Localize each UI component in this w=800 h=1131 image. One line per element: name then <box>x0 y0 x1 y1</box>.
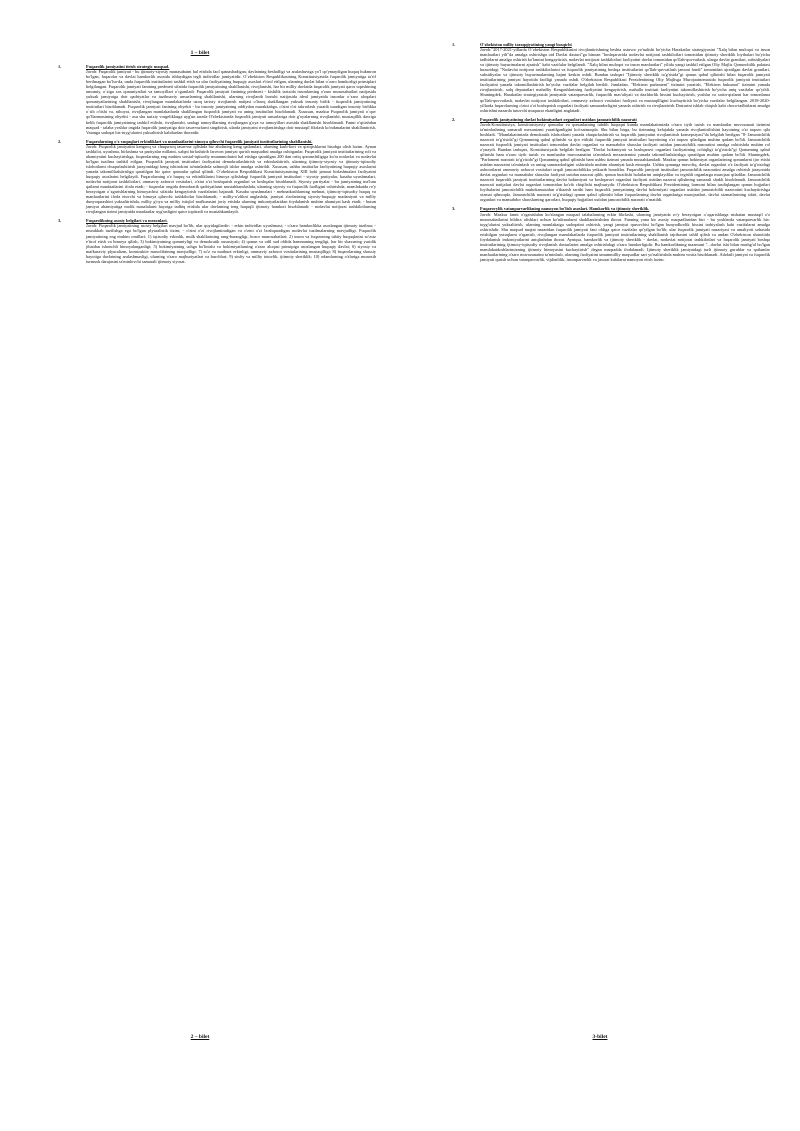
question-item <box>58 139 376 215</box>
question-number: 2. <box>452 116 456 122</box>
question-title: Fuqarovylik vatanparvarlikning namoyon bo'lish asoslari. Hamkorlik va ijtimoiy sheriklik. <box>480 206 650 212</box>
question-item <box>58 218 376 263</box>
left-question-list <box>58 64 376 268</box>
ticket-title: 1 – bilet <box>190 50 210 56</box>
next-ticket-title-right: 3-bilet <box>592 1034 608 1040</box>
answer-text: Javob: Fuqarolik jamiyati - bu ijtimoiy-siyosiy munasabatni hal etishda faol qatnashadigan, davlatning beshafligi va aralashuviga yo'l qo'ymaydigan huquq hukmron bo'lgan, fuqarolar va davlat hamkorlik asosida ishlaydigan tegli individlar jamiyatidir. O`zbekiston Respublikasining Konstitutsiyasida fuqarolik jamiyatiga ta'rif berilmagan bo'lsa-da, unda fuqarolik institutlarini tashkil etish va ular faoliyatining huquqiy asoslari e'tirof etilgan, ularning davlat bilan o`zaro hamkorligi prinsiplari belgilangan. Fuqarolik jamiyati fanining predmeti sifatida fuqarolik jamiyatining shakllanishi, rivojlanishi, har bir milliy davlatda fuqarolik jamiyati qaror topishining umumiy, o`ziga xos qonuniyatlari va tamoyillari o`rganiladi. Fuqarolik jamiyati fanining predmeti - kishilik tarixida insonlarning o'zaro munosabatlari natijasida yuksak jamiyatga doir qadriyatlar va tuzilmaviy unsurlarning shakllanishi, ularning rivojlanib borishi natijasida ideal jamiyatda insonlar o`zaro aloqalari qonuniyatlarining shakllanishi, rivojlangan mamlakatlarda uzoq tarixiy rivojlanish natijasi o'laroq shakllangan yuksak insoniy birlik - fuqarolik jamiyatining institutlari hisoblanadi. Fuqarolik jamiyati fanining obyekti - bu insoniy jamiyatning oddiydan murakkabga, o'zini o'zi takrorlash yaratib turadigan insoniy birlikka o`sib o'tishi va, nihoyat, rivojlangan mamlakatlarda shakllangan fuqarolik jamiyati va uning institutlari hisoblanadi. Xususan, mazkur Fuqarolik jamiyati o`quv qo'llanmasining obyekti - asu shu tarixiy vorgeliklarga uyg'un tarzda O'zbekistonda fuqarolik jamiyati unsurlariga doir g'oyalarning rivojlanishi, mustaqillik davriga kelib fuqarolik jamiyatining tashkil etilishi, rivojlanishi, undagi tamoyillarning rivojlangan g'oya va tamoyillari asosida shakllanishi hisoblanadi. Fanni o'qitishdan maqsad - talaba yoshlar ongida fuqarolik jamiyatiga doir tasavvurlarni singdirish, ularda jamiyatni rivojlantirishga doir mustaqil fikrlash ko'nikmalarini shakllantirish, Vatanga sadoqat his-tuyg'ularini yuksaltirish kabilardan iboratdir. <box>86 69 376 135</box>
question-number: 2. <box>58 138 62 144</box>
next-ticket-title-left: 2 – bilet <box>190 1034 210 1040</box>
answer-text: Javob: Mazkur fanni o'rganishdan ko'zlangan maqsad talabalarning erkin fikrlashi, ularning jamiyatda ro'y berayotgan o`zgarishlarga nisbatan mustaqil o'z munosabatlarini bildira olishlari uchun ko'nikmalarni shakllantirishdan iborat. Fanning yana bir asosiy maqsadlaridan biri - bu yoshlarda vatanparvarlik his-tuyg'ularini yuksaltirish, ularning mamlakatga sadoqatini oshirish, yangi jamiyat quruvchisi bo'lgan bunyodkorlik hissini tarbiyalash kabi vazifalarni amalga oshirishdir. Shu maqsad nuqtai nazaridan fuqarolik jamiyati fani oldiga qator vazifalar qo'yilgan bo'lib, ular fuqarolik jamiyati nazariyasi va amaliyoti sohasida erishilgan yutuqlarni o'rganish, rivojlangan mamlakatlarda fuqarolik jamiyati institutlarining shakllanish tajribasini tahlil qilish va undan O'zbekiston sharoitida foydalanish imkoniyatlarini aniqlashdan iborat. Ayniqsa, hamkorlik va ijtimoiy sheriklik - davlat, nodavlat notijorat tashkilotlari va fuqarolik jamiyati boshqa institutlarining ijtimoiy-iqtisodiy rivojlanish dasturlarini amalga oshirishdagi o'zaro hamkorligidir. Bu hamkorlikning mazmuni "...davlat ishi bilan mashg'ul bo'lgan mamlakatdoshlarimizning ijtimoiy himoyasini kuchaytirish" degan maqsadda ifodalanadi. Ijtimoiy sheriklik jamiyatdagi turli ijtimoiy guruhlar va qatlamlar manfaatlarining o'zaro muvozanatini ta'minlash, ularning faoliyatini umummilliy maqsadlar sari yo'naltirishda muhim vosita hisoblanadi. Adolatli jamiyat va fuqarolik jamiyati qurish uchun vatanparvarlik, vijdonlilik, insonparvarlik va jasorat kabilarni namoyon etish lozim. <box>480 211 770 262</box>
question-item <box>452 42 770 113</box>
question-item <box>452 117 770 203</box>
question-number: 1. <box>452 42 456 47</box>
question-number: 3. <box>58 218 62 224</box>
answer-text: Javob: Fuqarolik jamiyatini kengroq va chuqurroq tasavvur qilishda biz aholining keng qatlamlari, ularning kasb-kori va qiziqishlarini hisobga olish lozim. Aynan tashkilot, uyushma, birlashma va partiyalar millatni, xalqni birlashtirib farovon jamiyat qurish maqsadini amalga oshirganlar. Fuqarolik jamiyati institutlarining roli va ahamiyatini kuchaytirishga, fuqarolarning eng muhim sotsial-iqtisodiy muammolarini hal etishga qaratilgan 200 dan ortiq qonunchiligiga ko'ra nodavlat va nodavlat bo'lgan tuzilma tashkil etilgan. Fuqarolik jamiyati institutlari faoliyatini demokratlashtirish va erkinlashtirish, ularning ijtimoiy-siyosiy va ijtimoiy-iqtisodiy islohotlarni chuqurlashtirish jarayonidagi keng ishtirokini ta'minlashda salmoqli ishlar amalga oshirildi. Xususan, ushbu institutlar faoliyatining huquqiy asoslarini yanada takomillashtirishga qaratilgan bir qator qonunlar qabul qilindi. O`zbekiston Respublikasi Konstitutsiyasining XIII bobi jamoat birlashmalari faoliyatini huquqiy asoslarini belgilaydi. Fuqarolarning o'z huquq va erkinliklarini himoya qilishdagi fuqarolik jamiyati institutlari - siyosiy partiyalar, kasaba uyushmalari, nodavlat notijorat tashkilotlari, ommaviy axborot vositalari, o'zini o'zi boshqarish organlari va boshqalar hisoblanadi. Siyosiy partiyalar - bu jamiyatning ma'lum qatlami manfaatlarini ifoda etadi; - fuqarolar ongida demokratik qadriyatlarni mustahkamlashda, ularning siyosiy va fuqarolik faolligini oshirishda, mamlakatda ro'y berayotgan o`zgarishlarning himoyachisi sifatida kengaytirish vazifalarini bajaradi. Kasaba uyushmalari - mehnatkashlarning mehnat, ijtimoiy-iqtisodiy huquq va manfaatlarini ifoda etuvchi va himoya qiluvchi tashkilotlar hisoblanadi; - milliy-o'zlikni anglashda, jamiyat a'zolarining siyosiy-huquqiy madaniyati va milliy dunyoqarashini yuksaltirishda, milliy g'oya va milliy istiqlol mafkurasini joriy etishda ularning imkoniyatlaridan foydalanish muhim ahamiyat kasb etadi; - butun jamiyat ahamiyatiga molik masalalarni hayotga tadbiq etishda ular davlatning teng huquqli ijtimoiy hamkori hisoblanadi; - nodavlat notijorat tashkilotlarning rivojlangan tizimi jamiyatda manfaatlar uyg'unligini qaror topitradi va mustahkamlaydi. <box>86 143 376 215</box>
question-title: Fuqarolarning o'z xuquqlari erkinliklari va manfaatlarini ximoya qiluvchi fuqarolik jamiyati institutlarining shakllanishi. <box>86 138 313 144</box>
question-title: O'zbekiston milliy taraqqiyotining yangi bosqichi <box>480 42 572 47</box>
question-number: 1. <box>58 64 62 69</box>
question-item <box>58 64 376 135</box>
answer-text: Javob:"2017-2021-yillarda O`zbekiston Respublikasini rivojlantirishning beshta ustuvor yo'nalishi bo'yicha Harakatlar strategiyasini "Xalq bilan muloqot va inson manfaatlari yili"da amalga oshirishga oid Davlat dasturi"ga binoan "boshqaruvida nodavlat notijorat tashkilotlari tomonidan ijtimoiy sheriklik loyihalari bo'yicha tadbirlarni amalga oshirish ko'lamini kengaytirish, nodavlat notijorat tashkilotlari faoliyatini davlat tomonidan qo'llab-quvvatlash, ularga davlat grantlari, subsidiyalari va ijtimoiy buyurtmalarni ajratish" kabi vazifalar belgilandi. "Xalq bilan muloqot va inson manfaatlari" yilida yangi tashkil etilgan Oliy Majlis Qonunchilik palatasi huzuridagi "Nodavlat notijorat tashkilotlarini va fuqarolik jamiyatining boshqa institutlarini qo'llab-quvvatlash jamoat fondi" tomonidan ajratilgan davlat grantlari, subsidiyalar va ijtimoiy buyurtmalarning hajmi keskin oshdi. Bundan tashqari "Ijtimoiy sheriklik to'g'risida"gi qonun qabul qilinishi bilan fuqarolik jamiyati institutlarining jamiyat hayotida faolligi yanada oshdi. O'zbekiston Respublikasi Prezidentining Oliy Majlisga Murojaatnomasida fuqarolik jamiyati institutlari faoliyatini yanada takomillashtirish bo'yicha vazifalar belgilab berildi. Jumladan, "Elektron parlament" tizimini yaratish, "Elektron hukumat" tizimini yanada rivojlantirish, xalq deputatlari mahalliy Kengashlarining faoliyatini kengaytirish, mahalla instituti faoliyatini takomillashtirish bo'yicha aniq vazifalar qo'yildi. Shuningdek, Harakatlar strategiyasida jamiyatda vatanparvarlik, fuqarolik mas'uliyati va daxldorlik hissini kuchaytirish, yoshlar va xotin-qizlarni har tomonlama qo'llab-quvvatlash, nodavlat notijorat tashkilotlari, ommaviy axborot vositalari faoliyati va mustaqilligini kuchaytirish bo'yicha vazifalar belgilangan. 2018-2020-yillarda fuqarolarning o'zini o'zi boshqarish organlari faoliyati samaradorligini yanada oshirish va rivojlantirish Dasturini ishlab chiqish kabi chora-tadbirlarni amalga oshirishni nazarda tutuvchi muqarrar ekanligini anglatadi. <box>480 47 770 113</box>
answer-text: Javob: Fuqarolik jamiyatining asosiy belgilari mavjud bo'lib, ular quyidagilardir: - erkin individlar uyushmasi; - o'zaro hamkorlikka asoslangan ijtimoiy tuzilma; - murakkab tuzilishga ega bo'lgan plyuralistik tizim; - o'zini o'zi rivojlantiradigan va o'zini o'zi boshqaradigan nodavlat tuzilmalarning mavjudligi. Fuqarolik jamiyatining eng muhim omillari: 1) iqtisodiy erkinlik, mulk shakllarining rang-barangligi, bozor munosabatlari; 2) inson va fuqaroning tabiiy huquqlarini so'zsiz e'tirof etish va himoya qilish; 3) hokimiyatning qonuniyligi va demokratik xususiyati; 4) qonun va odil sud oldida hammaning tengligi, har bir shaxsning yuridik jihatdan ishonchli himoyalanganligi; 5) hokimiyatning uchga bo'linishi va hokimiyatlarning o'zaro aloqasi prinsipiga asoslangan huquqiy davlat; 6) siyosiy va mafkuraviy plyuralizm, konstruktiv muxolifatning mavjudligi; 7) so'z va matbuot erkinligi, ommaviy axborot vositalarining mustaqilligi; 8) fuqarolarning shaxsiy hayotiga davlatning aralashmasligi, ularning o'zaro majburiyatlari va burchlari; 9) sinfiy va milliy totuvlik, ijtimoiy sheriklik; 10) odamlarning o'zlariga munosib turmush darajasini ta'minlovchi samarali ijtimoiy siyosat. <box>86 223 376 264</box>
question-title: Fuqarolikning asosiy belgilari va mezonlari. <box>86 218 168 224</box>
question-title: Fuqarolik jamiyatini tirish strategic maqsad. <box>86 64 170 69</box>
question-title: Fuqarolik jamiyatining davlat hokimiyatlari organlari ustidan jamoatchilik nazorati <box>480 116 637 122</box>
answer-text: Javob:Konstitutsiya, konstitutsiyaviy qonunlar va qonunlarning tubdih huquqni kunda mamlakatimizda o'zaro tiyib turish va manfaatlar muvozanati tizimini ta'minlashning samarali mexanizmi yaratilganligini ko'rsatmoqda. Shu bilan birga, bu tizimning kelajakda yanada rivojlantirilishini hayotning o'zi taqozo qila boshladi. "Mamlakatimizda demokratik islohotlarni yanada chuqurlashtirish va fuqarolik jamiyatini rivojlantirish konsepsiyasi"da belgilab berilgan "8- Jamoatchilik nazorati to'g'risida"gi Qonunning qabul qilinishi va ijro etilishi fuqarolik jamiyati institutlari hayotining o'zi taqozo qiladigan muhim qadam bo'ldi. Jamoatchilik nazorati fuqarolik jamiyati institutlari tomonidan davlat organlari va mansabdor shaxslar faoliyati ustidan jamoatchilik nazoratini amalga oshirishda muhim rol o'ynaydi. Bundan tashqari, Konstitutsiyada belgilab berilgan "Davlat hokimiyati va boshqaruvi organlari faoliyatining ochiqligi to'g'risida"gi Qonunning qabul qilinishi ham o'zaro tiyib turish va manfaatlar muvozanatini ta'minlash mexanizmini yanada takomillashtirishga qaratilgan muhim qadam bo'ldi. Shuningdek, "Parlament nazorati to'g'risida"gi Qonunning qabul qilinishi ham ushbu tizimni yanada mustahkamladi. Mazkur qonun hokimiyat organlarining qonunlarni ijro etishi ustidan nazoratni ta'minlash va uning samaradorligini oshirishda muhim ahamiyat kasb etmoqda. Ushbu qonunga muvofiq, davlat organlari o'z faoliyati to'g'risidagi axborotlarni ommaviy axborot vositalari orqali jamoatchilikka yetkazib boradilar. Fuqarolik jamiyati institutlari jamoatchilik nazoratini amalga oshirish jarayonida davlat organlari va mansabdor shaxslar faoliyati ustidan nazorat qilib, qonun buzilishi holatlarini aniqlaydilar va tegishli organlarga murojaat qiladilar. Jamoatchilik nazorati fuqarolik jamiyati institutlarining davlat hokimiyati va boshqaruvi organlari faoliyati ustidan nazorat qilishning samarali shakli hisoblanadi. Jamoatchilik nazorati natijalari davlat organlari tomonidan ko'rib chiqilishi majburiydir. O'zbekiston Respublikasi Prezidentining farmoni bilan tasdiqlangan qonun hujjatlari loyihalarini jamoatchilik muhokamasidan o'tkazish tartibi ham fuqarolik jamiyatining davlat hokimiyati organlari ustidan jamoatchilik nazoratini kuchaytirishga xizmat qilmoqda. Jamoatchilik nazorati to'g'risidagi qonun qabul qilinishi bilan fuqarolarning davlat organlariga murojaatlari, davlat xizmatlarining sifati, davlat organlari va mansabdor shaxslarning qarorlari, huquqiy hujjatlari ustidan jamoatchilik nazorati o'rnatildi. <box>480 121 770 203</box>
question-item <box>452 206 770 262</box>
question-number: 3. <box>452 206 456 212</box>
right-question-list <box>452 42 770 266</box>
